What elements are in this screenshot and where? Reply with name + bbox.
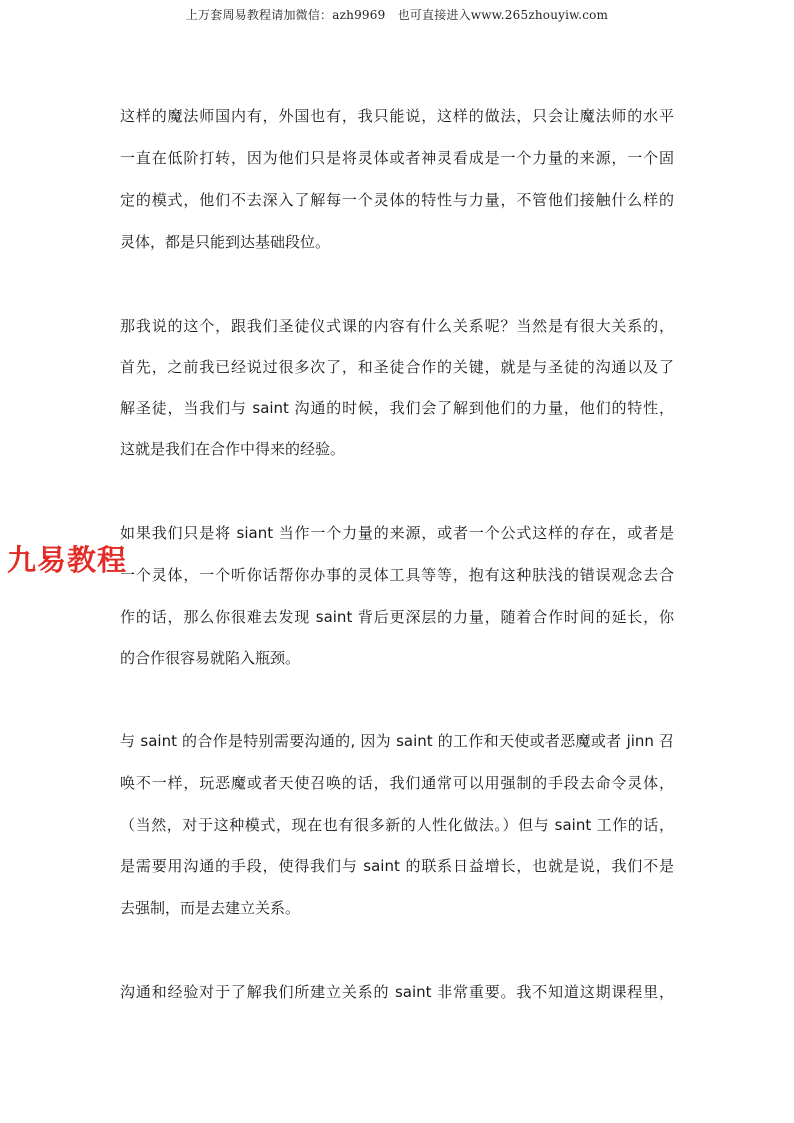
text-line: 与 saint 的合作是特别需要沟通的, 因为 saint 的工作和天使或者恶魔或者 jinn 召 (120, 732, 674, 750)
page-header: 上万套周易教程请加微信：azh9969 也可直接进入www.265zhouyiw.com (185, 8, 609, 22)
text-line: 一直在低阶打转，因为他们只是将灵体或者神灵看成是一个力量的来源，一个固 (120, 149, 674, 167)
text-line: （当然，对于这种模式，现在也有很多新的人性化做法。）但与 saint 工作的话， (120, 816, 674, 834)
text-line: 首先，之前我已经说过很多次了，和圣徒合作的关键，就是与圣徒的沟通以及了 (120, 358, 674, 376)
text-line: 作的话，那么你很难去发现 saint 背后更深层的力量，随着合作时间的延长，你 (120, 608, 674, 626)
text-line: 如果我们只是将 siant 当作一个力量的来源，或者一个公式这样的存在，或者是 (120, 524, 674, 542)
text-line: 解圣徒，当我们与 saint 沟通的时候，我们会了解到他们的力量，他们的特性， (120, 399, 674, 417)
watermark-logo: 九易教程 (7, 543, 128, 577)
text-line: 灵体，都是只能到达基础段位。 (120, 233, 331, 251)
text-line: 是需要用沟通的手段，使得我们与 saint 的联系日益增长，也就是说，我们不是 (120, 857, 674, 875)
text-line: 沟通和经验对于了解我们所建立关系的 saint 非常重要。我不知道这期课程里， (120, 983, 674, 1001)
text-line: 唤不一样，玩恶魔或者天使召唤的话，我们通常可以用强制的手段去命令灵体， (120, 774, 674, 792)
text-line: 这就是我们在合作中得来的经验。 (120, 440, 346, 458)
text-line: 去强制，而是去建立关系。 (120, 899, 301, 917)
text-line: 那我说的这个，跟我们圣徒仪式课的内容有什么关系呢？当然是有很大关系的， (120, 317, 674, 335)
text-line: 这样的魔法师国内有，外国也有，我只能说，这样的做法，只会让魔法师的水平 (120, 107, 674, 125)
text-line: 定的模式，他们不去深入了解每一个灵体的特性与力量，不管他们接触什么样的 (120, 191, 674, 209)
text-line: 一个灵体，一个听你话帮你办事的灵体工具等等，抱有这种肤浅的错误观念去合 (120, 566, 674, 584)
text-line: 的合作很容易就陷入瓶颈。 (120, 649, 301, 667)
